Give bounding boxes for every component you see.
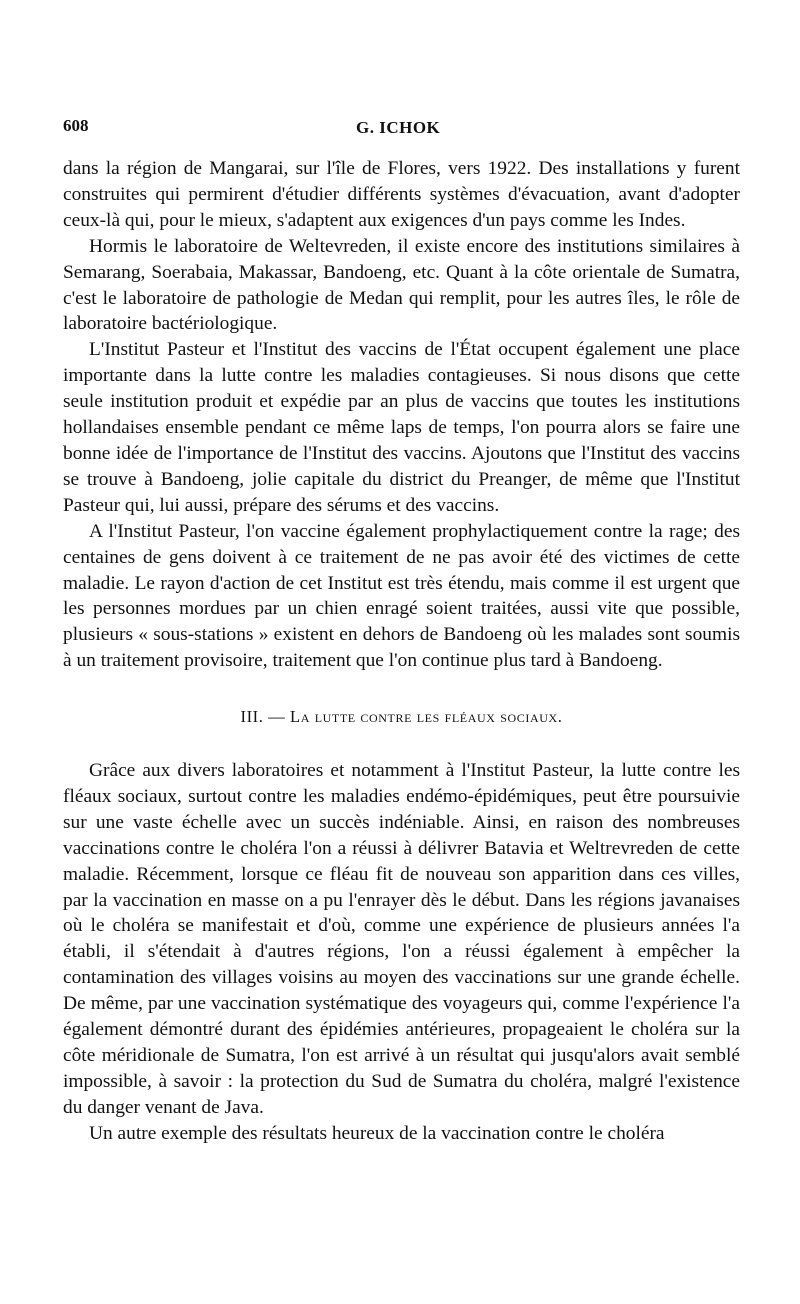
running-head: G. ICHOK	[356, 118, 441, 137]
paragraph-1: dans la région de Mangarai, sur l'île de Flores, vers 1922. Des installations y furent construites qui permirent d'étudier différents systèmes d'évacuation, avant d'adopter ceux-là qui, pour le mieux, s'adaptent aux exigences d'un pays comme les Indes.	[63, 158, 740, 231]
section-heading: III. — La lutte contre les fléaux sociaux.	[240, 707, 563, 727]
paragraph-5: Grâce aux divers laboratoires et notamment à l'Institut Pasteur, la lutte contre les fléaux sociaux, surtout contre les maladies endémo-épidémiques, peut être poursuivie sur une vaste échelle avec un succès indéniable. Ainsi, en raison des nombreuses vaccinations contre le choléra l'on a réussi à délivrer Batavia et Weltrevreden de cette maladie. Récemment, lorsque ce fléau fit de nouveau son apparition dans ces villes, par la vaccination en masse on a pu l'enrayer dès le début. Dans les régions javanaises où le choléra se manifestait et d'où, comme une expérience de plusieurs années l'a établi, il s'étendait à d'autres régions, l'on a réussi également à empêcher la contamination des villages voisins au moyen des vaccinations sur une grande échelle. De même, par une vaccination systématique des voyageurs qui, comme l'expérience l'a également démontré durant des épidémies antérieures, propageaient le choléra sur la côte méridionale de Sumatra, l'on est arrivé à un résultat qui jusqu'alors avait semblé impossible, à savoir : la protection du Sud de Sumatra du choléra, malgré l'existence du danger venant de Java.	[63, 760, 740, 1118]
page-number: 608	[63, 116, 89, 135]
paragraph-2: Hormis le laboratoire de Weltevreden, il existe encore des institutions similaires à Semarang, Soerabaia, Makassar, Bandoeng, etc. Quant à la côte orientale de Sumatra, c'est le laboratoire de pathologie de Medan qui remplit, pour les autres îles, le rôle de laboratoire bactériologique.	[63, 235, 740, 335]
paragraph-6: Un autre exemple des résultats heureux de la vaccination contre le choléra	[89, 1122, 665, 1144]
page-header	[63, 116, 735, 140]
paragraph-4: A l'Institut Pasteur, l'on vaccine également prophylactiquement contre la rage; des centaines de gens doivent à ce traitement de ne pas avoir été des victimes de cette maladie. Le rayon d'action de cet Institut est très étendu, mais comme il est urgent que les personnes mordues par un chien enragé soient traitées, aussi vite que possible, plusieurs « sous-stations » existent en dehors de Bandoeng où les malades sont soumis à un traitement provisoire, traitement que l'on continue plus tard à Bandoeng.	[63, 520, 740, 672]
paragraph-3: L'Institut Pasteur et l'Institut des vaccins de l'État occupent également une place importante dans la lutte contre les maladies contagieuses. Si nous disons que cette seule institution produit et expédie par an plus de vaccins que toutes les institutions hollandaises ensemble pendant ce même laps de temps, l'on pourra alors se faire une bonne idée de l'importance de l'Institut des vaccins. Ajoutons que l'Institut des vaccins se trouve à Bandoeng, jolie capitale du district du Preanger, de même que l'Institut Pasteur qui, lui aussi, prépare des sérums et des vaccins.	[63, 339, 740, 516]
body-text	[63, 156, 740, 1147]
